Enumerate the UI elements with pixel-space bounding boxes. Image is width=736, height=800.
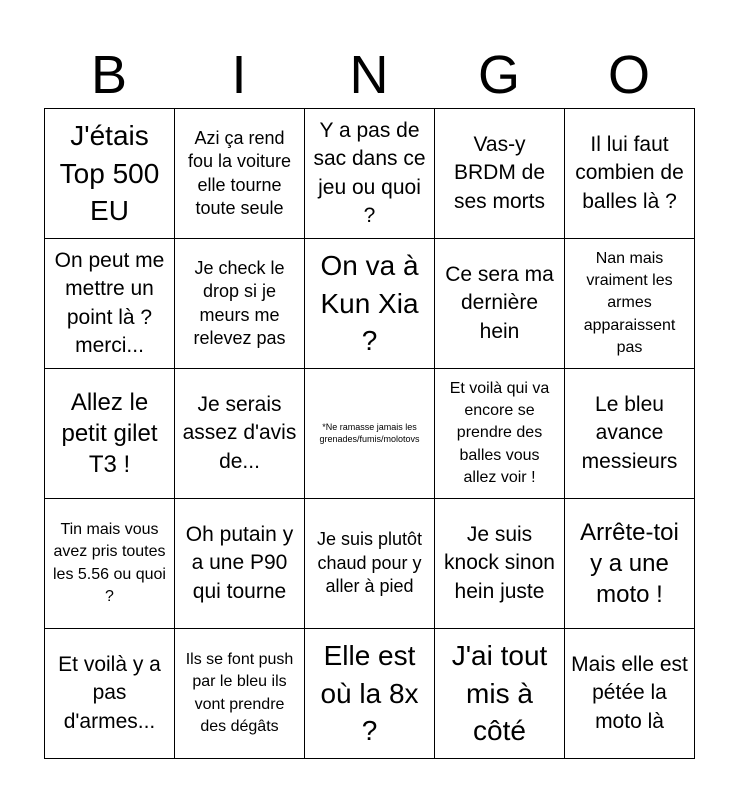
bingo-cell[interactable]: Il lui faut combien de balles là ? <box>565 109 695 239</box>
bingo-cell[interactable]: Nan mais vraiment les armes apparaissent pas <box>565 239 695 369</box>
bingo-cell[interactable]: Elle est où la 8x ? <box>305 629 435 759</box>
bingo-cell[interactable]: On va à Kun Xia ? <box>305 239 435 369</box>
bingo-cell[interactable]: Je suis plutôt chaud pour y aller à pied <box>305 499 435 629</box>
header-letter-o: O <box>607 45 650 105</box>
bingo-cell[interactable]: Allez le petit gilet T3 ! <box>45 369 175 499</box>
bingo-cell[interactable]: Je suis knock sinon hein juste <box>435 499 565 629</box>
free-space-cell[interactable]: *Ne ramasse jamais les grenades/fumis/molotovs <box>305 369 435 499</box>
bingo-cell[interactable]: Azi ça rend fou la voiture elle tourne toute seule <box>175 109 305 239</box>
bingo-header <box>44 44 694 106</box>
bingo-cell[interactable]: Ils se font push par le bleu ils vont prendre des dégâts <box>175 629 305 759</box>
header-letter-b: B <box>90 45 128 105</box>
bingo-cell[interactable]: Arrête-toi y a une moto ! <box>565 499 695 629</box>
bingo-cell[interactable]: J'étais Top 500 EU <box>45 109 175 239</box>
bingo-cell[interactable]: Je serais assez d'avis de... <box>175 369 305 499</box>
bingo-cell[interactable]: Mais elle est pétée la moto là <box>565 629 695 759</box>
bingo-cell[interactable]: J'ai tout mis à côté <box>435 629 565 759</box>
bingo-cell[interactable]: Tin mais vous avez pris toutes les 5.56 ou quoi ? <box>45 499 175 629</box>
bingo-cell[interactable]: On peut me mettre un point là ? merci... <box>45 239 175 369</box>
header-letter-i: I <box>231 45 247 105</box>
bingo-cell[interactable]: Oh putain y a une P90 qui tourne <box>175 499 305 629</box>
bingo-cell[interactable]: Ce sera ma dernière hein <box>435 239 565 369</box>
bingo-cell[interactable]: Et voilà qui va encore se prendre des balles vous allez voir ! <box>435 369 565 499</box>
bingo-cell[interactable]: Vas-y BRDM de ses morts <box>435 109 565 239</box>
bingo-cell[interactable]: Y a pas de sac dans ce jeu ou quoi ? <box>305 109 435 239</box>
header-letter-g: G <box>477 45 520 105</box>
bingo-cell[interactable]: Le bleu avance messieurs <box>565 369 695 499</box>
bingo-cell[interactable]: Et voilà y a pas d'armes... <box>45 629 175 759</box>
bingo-cell[interactable]: Je check le drop si je meurs me relevez pas <box>175 239 305 369</box>
bingo-board <box>44 108 695 759</box>
header-letter-n: N <box>349 45 389 105</box>
